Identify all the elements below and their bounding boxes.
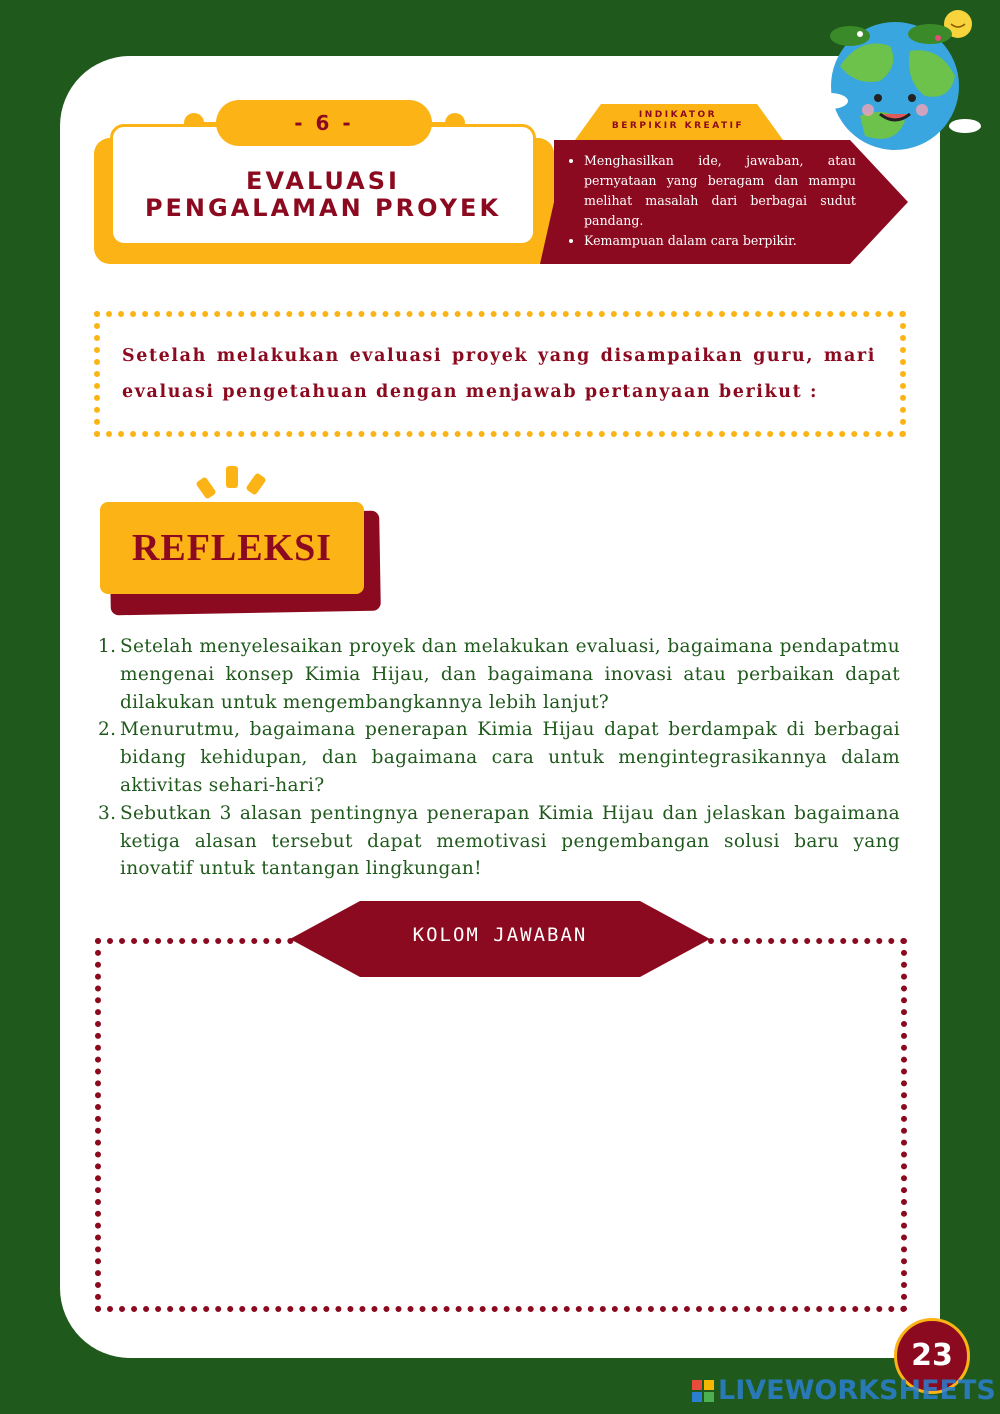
question-list (98, 633, 900, 883)
indicator-tab-label (588, 110, 768, 132)
question-number: 1. (98, 636, 117, 657)
question-text: Menurutmu, bagaimana penerapan Kimia Hijau dapat berdampak di berbagai bidang kehidupan, dan bagaimana cara untuk mengintegrasikannya dalam aktivitas sehari-hari? (120, 719, 900, 796)
earth-icon (800, 6, 990, 156)
question-item (98, 716, 900, 799)
watermark-text: LIVEWORKSHEETS (718, 1375, 996, 1406)
page-title-line-1: EVALUASI (246, 167, 400, 195)
indicator-item: • Menghasilkan ide, jawaban, atau pernyataan yang beragam dan mampu melihat masalah dari berbagai sudut pandang. (584, 151, 856, 231)
chapter-number-badge: - 6 - (216, 100, 432, 146)
liveworksheets-logo-icon (692, 1380, 714, 1402)
question-text: Sebutkan 3 alasan pentingnya penerapan Kimia Hijau dan jelaskan bagaimana ketiga alasan tersebut dapat memotivasi pengembangan solusi baru yang inovatif untuk tantangan lingkungan! (120, 802, 900, 880)
indicator-tab-line-2: BERPIKIR KREATIF (611, 121, 745, 131)
answer-input-area[interactable] (95, 938, 907, 1312)
answer-header-label: KOLOM JAWABAN (412, 924, 588, 946)
reflection-label-box (100, 502, 364, 594)
page-number: 23 (894, 1318, 970, 1394)
page-title-line-2: PENGALAMAN PROYEK (144, 194, 502, 222)
question-number: 3. (98, 802, 117, 824)
question-item (98, 633, 900, 716)
watermark (692, 1375, 996, 1406)
indicator-list (566, 151, 856, 251)
indicator-item: • Kemampuan dalam cara berpikir. (584, 231, 856, 251)
spark-decoration (226, 466, 238, 488)
question-item (98, 800, 900, 883)
question-text: Setelah menyelesaikan proyek dan melakukan evaluasi, bagaimana pendapatmu mengenai konsep Kimia Hijau, dan bagaimana inovasi atau perbaikan dapat dilakukan untuk mengembangkannya lebih lanjut? (120, 636, 900, 713)
page-title (110, 168, 536, 222)
reflection-heading: REFLEKSI (131, 527, 333, 569)
indicator-tab-line-1: INDIKATOR (638, 110, 718, 120)
question-number: 2. (98, 719, 117, 741)
instruction-text: Setelah melakukan evaluasi proyek yang disampaikan guru, mari evaluasi pengetahuan dengan menjawab pertanyaan berikut : (122, 346, 876, 402)
